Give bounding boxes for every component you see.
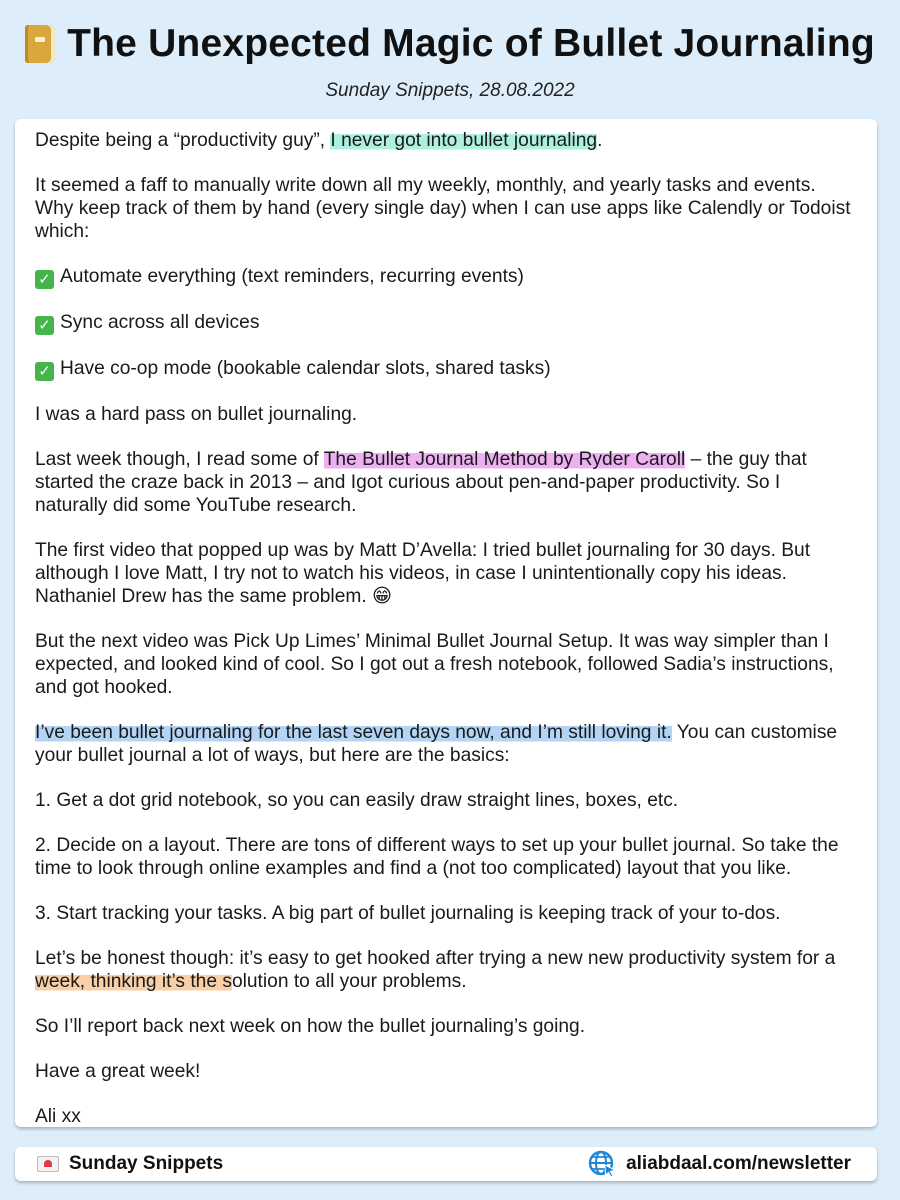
page-title: The Unexpected Magic of Bullet Journaling — [67, 22, 875, 65]
globe-with-cursor-icon — [588, 1150, 616, 1178]
paragraph: I’ve been bullet journaling for the last seven days now, and I’m still loving it. You can customise your bullet journal a lot of ways, but here are the basics: — [35, 722, 838, 766]
paragraph: It seemed a faff to manually write down all my weekly, monthly, and yearly tasks and events. Why keep track of them by hand (every single day) when I can use apps like Calendly or Todoist which: — [35, 175, 851, 242]
footer-link[interactable] — [588, 1150, 851, 1178]
check-mark-icon: ✓ — [35, 362, 54, 381]
checklist-item: ✓ Have co-op mode (bookable calendar slots, shared tasks) — [35, 357, 857, 381]
paragraph: But the next video was Pick Up Limes’ Minimal Bullet Journal Setup. It was way simpler than I expected, and looked kind of cool. So I got out a fresh notebook, followed Sadia’s instructions, and got hooked. — [35, 631, 834, 698]
highlight-orange: week, thinking it’s the s — [35, 971, 232, 992]
highlight-green: I never got into bullet journaling — [330, 130, 598, 151]
list-step: 1. Get a dot grid notebook, so you can easily draw straight lines, boxes, etc. — [35, 790, 679, 811]
paragraph: So I’ll report back next week on how the bullet journaling’s going. — [35, 1016, 586, 1037]
article-card — [15, 119, 877, 1127]
paragraph: Let’s be honest though: it’s easy to get hooked after trying a new new productivity system for a week, thinking it’s the solution to all your problems. — [35, 948, 836, 992]
page-header — [0, 14, 900, 74]
love-letter-icon — [37, 1156, 59, 1172]
paragraph: I was a hard pass on bullet journaling. — [35, 404, 358, 425]
notebook-icon — [25, 25, 55, 63]
footer-bar — [15, 1147, 877, 1181]
paragraph: The first video that popped up was by Matt D’Avella: I tried bullet journaling for 30 days. But although I love Matt, I try not to watch his videos, in case I unintentionally copy his ideas. Nathaniel Drew has the same problem. 😁 — [35, 540, 811, 607]
signoff: Ali xx — [35, 1106, 81, 1127]
checklist-item: ✓ Automate everything (text reminders, recurring events) — [35, 265, 857, 289]
paragraph-intro: Despite being a “productivity guy”, I never got into bullet journaling. — [35, 130, 603, 151]
check-mark-icon: ✓ — [35, 270, 54, 289]
page-subtitle: Sunday Snippets, 28.08.2022 — [325, 80, 575, 101]
paragraph: Last week though, I read some of The Bullet Journal Method by Ryder Caroll – the guy that started the craze back in 2013 – and Igot curious about pen-and-paper productivity. So I naturally did some YouTube research. — [35, 449, 807, 516]
list-step: 2. Decide on a layout. There are tons of different ways to set up your bullet journal. So take the time to look through online examples and find a (not too complicated) layout that you like. — [35, 835, 839, 879]
footer-brand-label: Sunday Snippets — [69, 1153, 224, 1174]
footer-url[interactable]: aliabdaal.com/newsletter — [626, 1153, 851, 1174]
footer-brand — [37, 1153, 223, 1175]
paragraph: Have a great week! — [35, 1061, 201, 1082]
highlight-blue: I’ve been bullet journaling for the last seven days now, and I’m still loving it. — [35, 722, 672, 743]
list-step: 3. Start tracking your tasks. A big part of bullet journaling is keeping track of your to-dos. — [35, 903, 781, 924]
highlight-purple: The Bullet Journal Method by Ryder Caroll — [323, 449, 686, 470]
check-mark-icon: ✓ — [35, 316, 54, 335]
checklist-item: ✓ Sync across all devices — [35, 311, 857, 335]
